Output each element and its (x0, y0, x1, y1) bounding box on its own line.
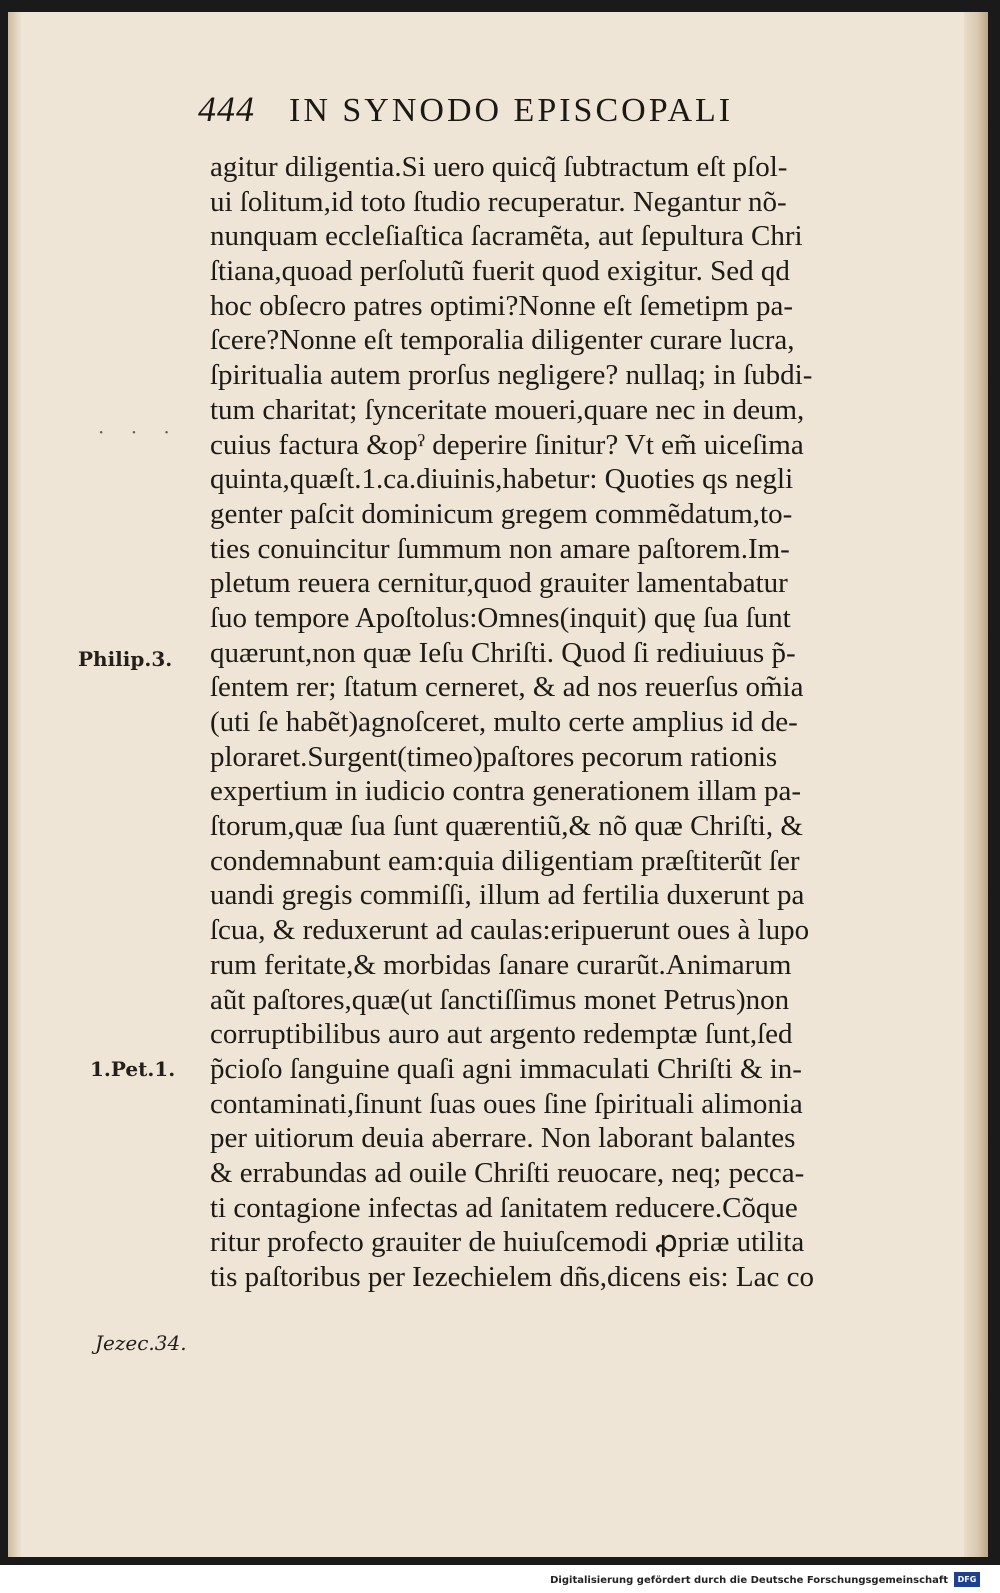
text-line: tum charitat; ſynceritate moueri,quare nec in deum, (210, 393, 805, 426)
text-line: tis paſtoribus per Iezechielem dñs,dicens eis: Lac co (210, 1261, 814, 1293)
text-line: ties conuincitur ſummum non amare paſtorem.Im- (210, 532, 790, 565)
text-line: contaminati,ſinunt ſuas oues ſine ſpirituali alimonia (210, 1087, 803, 1120)
dfg-logo-icon: DFG (954, 1572, 980, 1587)
footer-credit: Digitalisierung gefördert durch die Deutsche Forschungsgemeinschaft (550, 1575, 948, 1586)
text-line: genter paſcit dominicum gregem commẽdatum,to- (210, 497, 793, 530)
text-line: ſentem rer; ſtatum cerneret, & ad nos reuerſus om̃ia (210, 671, 804, 704)
page-gutter-shadow (8, 12, 22, 1557)
text-line: rum feritate,& morbidas ſanare curarũt.Animarum (210, 948, 792, 981)
running-head (198, 88, 858, 130)
text-line: condemnabunt eam:quia diligentiam præſtiterũt ſer (210, 844, 800, 877)
marginal-dots: · · · (98, 420, 180, 444)
text-line: corruptibilibus auro aut argento redemptæ ſunt,ſed (210, 1018, 793, 1051)
page-fore-edge (964, 12, 988, 1557)
margin-note-philippians: Philip.3. (78, 647, 173, 671)
text-line: & errabundas ad ouile Chriſti reuocare, neq; pecca- (210, 1156, 805, 1189)
text-line: agitur diligentia.Si uero quicq̃ ſubtractum eſt pſol- (210, 151, 788, 183)
text-line: nunquam eccleſiaſtica ſacramẽta, aut ſepultura Chri (210, 220, 803, 253)
text-line: hoc obſecro patres optimi?Nonne eſt ſemetipm pa- (210, 289, 794, 322)
text-line: (uti ſe habẽt)agnoſceret, multo certe amplius id de- (210, 706, 798, 738)
text-line: ti contagione infectas ad ſanitatem reducere.Cõque (210, 1191, 798, 1224)
text-line: pletum reuera cernitur,quod grauiter lamentabatur (210, 567, 788, 600)
margin-note-ezechiel: Jezec.34. (95, 1331, 187, 1355)
text-line: uandi gregis commiſſi, illum ad fertilia duxerunt pa (210, 879, 805, 912)
text-line: ſtiana,quoad perſolutũ fuerit quod exigitur. Sed qd (210, 255, 790, 288)
text-line: ſuo tempore Apoſtolus:Omnes(inquit) quę ſua ſunt (210, 601, 791, 634)
text-line: p̃cioſo ſanguine quaſi agni immaculati Chriſti & in- (210, 1052, 802, 1085)
text-line: ploraret.Surgent(timeo)paſtores pecorum rationis (210, 740, 778, 773)
text-line: aũt paſtores,quæ(ut ſanctiſſimus monet Petrus)non (210, 983, 790, 1016)
body-text (210, 150, 955, 1295)
text-line: cuius factura &opˀ deperire ſinitur? Vt em̃ uiceſima (210, 428, 804, 461)
running-title: IN SYNODO EPISCOPALI (289, 92, 734, 129)
text-line: ritur profecto grauiter de huiuſcemodi ꝓpriæ utilita (210, 1226, 805, 1259)
page-number: 444 (198, 89, 255, 129)
text-line: ui ſolitum,id toto ſtudio recuperatur. Negantur nõ- (210, 185, 787, 218)
text-line: expertium in iudicio contra generationem illam pa- (210, 775, 802, 808)
text-line: quinta,quæſt.1.ca.diuinis,habetur: Quoties qs negli (210, 463, 794, 496)
text-line: per uitiorum deuia aberrare. Non laborant balantes (210, 1122, 796, 1155)
text-line: ſcere?Nonne eſt temporalia diligenter curare lucra, (210, 324, 795, 357)
text-line: quærunt,non quæ Ieſu Chriſti. Quod ſi rediuiuus p̃- (210, 636, 796, 669)
margin-note-peter: 1.Pet.1. (90, 1057, 176, 1081)
text-line: ſcua, & reduxerunt ad caulas:eripuerunt oues à lupo (210, 914, 810, 947)
text-line: ſtorum,quæ ſua ſunt quærentiũ,& nõ quæ Chriſti, & (210, 810, 803, 843)
text-line: ſpiritualia autem prorſus negligere? nullaq; in ſubdi- (210, 359, 813, 392)
